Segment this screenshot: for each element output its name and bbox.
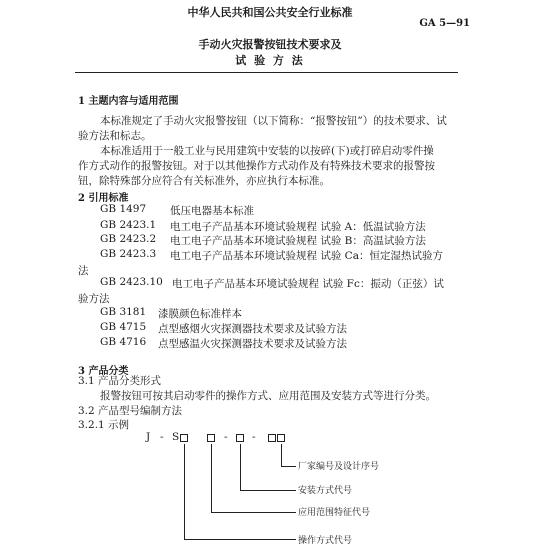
reference-code: GB 2423.1 xyxy=(100,219,157,231)
leader-line xyxy=(281,444,282,466)
reference-wrap: 验方法 xyxy=(78,293,110,305)
section-1-para1-line2: 验方法和标志。 xyxy=(78,130,152,142)
reference-code: GB 2423.2 xyxy=(100,233,157,245)
label-operation-code: 操作方式代号 xyxy=(298,536,353,546)
label-manufacturer-code: 厂家编号及设计序号 xyxy=(298,462,380,472)
label-application-code: 应用范围特征代号 xyxy=(298,508,371,518)
leader-line xyxy=(281,466,296,467)
section-1-heading: 1 主题内容与适用范围 xyxy=(78,96,179,107)
section-1-para2-line1: 本标准适用于一般工业与民用建筑中安装的以按碎(下)或打碎启动零件操 xyxy=(100,145,434,157)
section-3-2-heading: 3.2 产品型号编制方法 xyxy=(78,405,183,417)
section-3-2-1-heading: 3.2.1 示例 xyxy=(78,419,130,431)
reference-code: GB 2423.3 xyxy=(100,248,157,260)
reference-code: GB 3181 xyxy=(100,306,147,318)
section-3-1-heading: 3.1 产品分类形式 xyxy=(78,375,162,387)
reference-wrap: 法 xyxy=(78,265,89,277)
reference-code: GB 4715 xyxy=(100,321,147,333)
model-code-box xyxy=(180,434,188,442)
reference-title: 点型感烟火灾探测器技术要求及试验方法 xyxy=(158,323,347,335)
section-1-para2-line2: 作方式动作的报警按钮。对于以其他操作方式动作及有特殊技术要求的报警按 xyxy=(78,160,435,172)
header-rule xyxy=(75,72,458,73)
reference-title: 电工电子产品基本环境试验规程 试验 Ca：恒定湿热试验方 xyxy=(170,250,443,262)
reference-title: 电工电子产品基本环境试验规程 试验 A：低温试验方法 xyxy=(170,221,426,233)
model-dash: - xyxy=(224,431,228,443)
leader-line xyxy=(240,444,241,490)
leader-line xyxy=(240,490,296,491)
reference-title: 漆膜颜色标准样本 xyxy=(158,308,242,320)
section-3-heading: 3 产品分类 xyxy=(78,366,129,377)
leader-line xyxy=(211,512,296,513)
model-prefix: J xyxy=(146,431,151,443)
leader-line xyxy=(184,444,185,539)
reference-code: GB 1497 xyxy=(100,203,147,215)
reference-title: 低压电器基本标准 xyxy=(170,205,254,217)
model-code-box xyxy=(207,434,215,442)
model-dash: - xyxy=(160,431,164,443)
reference-title: 电工电子产品基本环境试验规程 试验 Fc：振动（正弦）试 xyxy=(172,278,444,290)
leader-line xyxy=(211,444,212,512)
model-s-letter: S xyxy=(172,431,180,443)
document-title-line2: 试 验 方 法 xyxy=(235,54,305,67)
section-2-heading: 2 引用标准 xyxy=(78,193,129,204)
section-1-para1-line1: 本标准规定了手动火灾报警按钮（以下简称：“报警按钮”）的技术要求、试 xyxy=(100,115,447,127)
section-3-1-text: 报警按钮可按其启动零件的操作方式、应用范围及安装方式等进行分类。 xyxy=(100,390,436,402)
model-code-box xyxy=(268,434,276,442)
leader-line xyxy=(184,539,296,540)
reference-code: GB 4716 xyxy=(100,336,147,348)
reference-title: 电工电子产品基本环境试验规程 试验 B：高温试验方法 xyxy=(170,235,426,247)
section-1-para2-line3: 钮，除特殊部分应符合有关标准外，亦应执行本标准。 xyxy=(78,175,330,187)
standard-category-title: 中华人民共和国公共安全行业标准 xyxy=(187,6,353,19)
label-install-code: 安装方式代号 xyxy=(298,486,353,496)
reference-title: 点型感温火灾探测器技术要求及试验方法 xyxy=(158,338,347,350)
model-dash: - xyxy=(252,431,256,443)
standard-code: GA 5—91 xyxy=(419,18,470,29)
model-code-box xyxy=(277,434,285,442)
reference-code: GB 2423.10 xyxy=(100,276,163,288)
document-title-line1: 手动火灾报警按钮技术要求及 xyxy=(198,38,342,51)
model-code-box xyxy=(236,434,244,442)
